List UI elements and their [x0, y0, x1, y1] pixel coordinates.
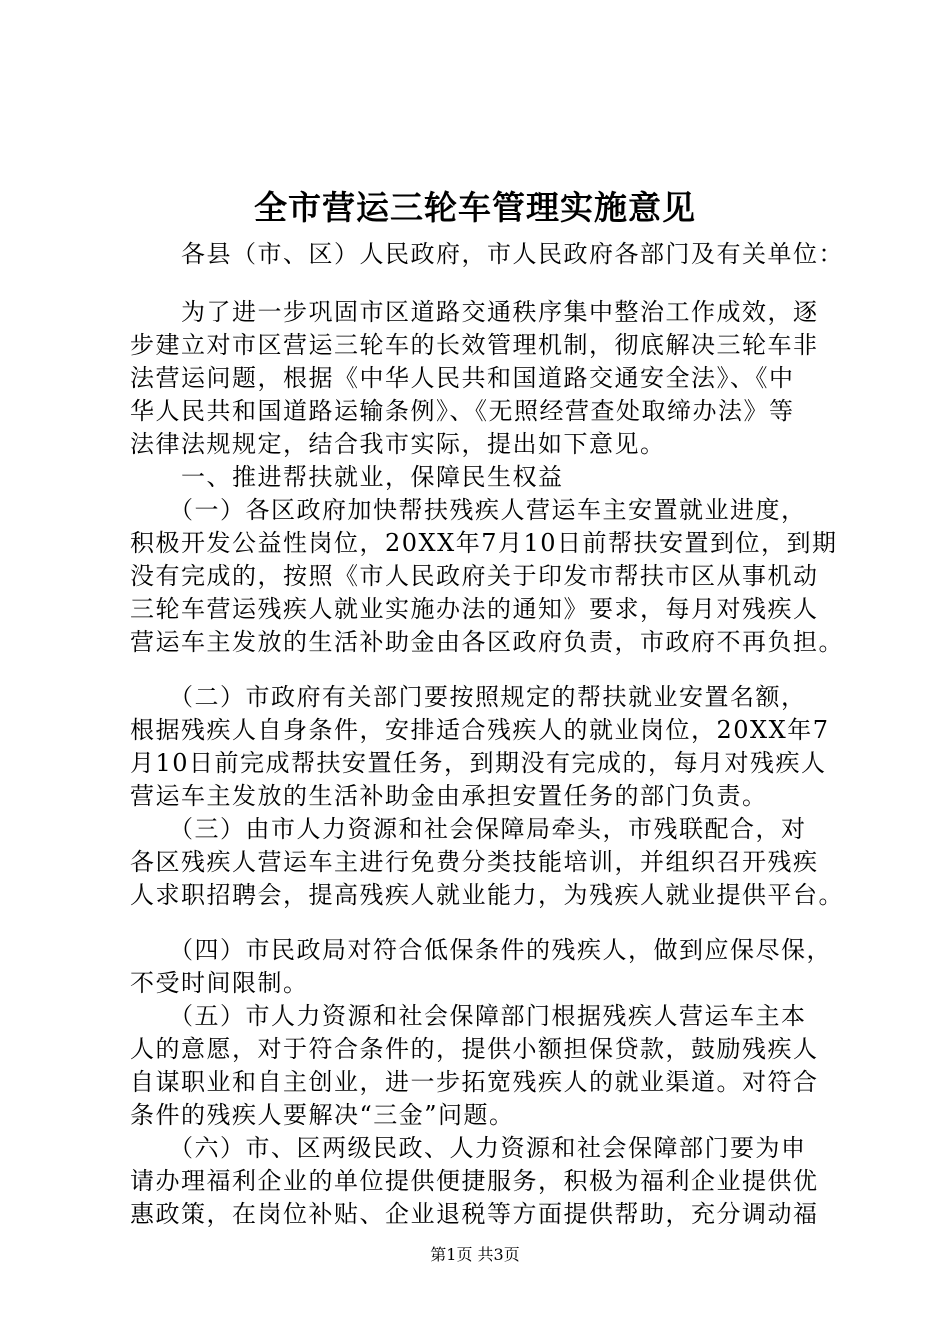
body-line: 没有完成的，按照《市人民政府关于印发市帮扶市区从事机动	[130, 562, 819, 590]
body-line: 自谋职业和自主创业，进一步拓宽残疾人的就业渠道。对符合	[130, 1068, 819, 1096]
body-line: 积极开发公益性岗位，20XX年7月10日前帮扶安置到位，到期	[130, 529, 838, 557]
body-line: （五）市人力资源和社会保障部门根据残疾人营运车主本	[130, 1002, 807, 1030]
body-line: （一）各区政府加快帮扶残疾人营运车主安置就业进度，	[130, 496, 807, 524]
body-line: 惠政策，在岗位补贴、企业退税等方面提供帮助，充分调动福	[130, 1200, 819, 1228]
body-line: 条件的残疾人要解决“三金”问题。	[130, 1101, 515, 1129]
salutation-line: 各县（市、区）人民政府，市人民政府各部门及有关单位：	[130, 240, 844, 268]
body-line: 不受时间限制。	[130, 969, 309, 997]
body-line: （三）由市人力资源和社会保障局牵头，市残联配合，对	[130, 815, 807, 843]
body-line: （六）市、区两级民政、人力资源和社会保障部门要为申	[130, 1134, 807, 1162]
body-line: 为了进一步巩固市区道路交通秩序集中整治工作成效，逐	[130, 298, 819, 326]
body-line: 人的意愿，对于符合条件的，提供小额担保贷款，鼓励残疾人	[130, 1035, 819, 1063]
body-line: 法营运问题，根据《中华人民共和国道路交通安全法》、《中	[130, 364, 795, 392]
body-line: 各区残疾人营运车主进行免费分类技能培训，并组织召开残疾	[130, 848, 819, 876]
body-line: 月10日前完成帮扶安置任务，到期没有完成的，每月对残疾人	[130, 749, 827, 777]
body-line: 人求职招聘会，提高残疾人就业能力，为残疾人就业提供平台。	[130, 881, 844, 909]
body-line: 法律法规规定，结合我市实际，提出如下意见。	[130, 430, 666, 458]
body-line: 营运车主发放的生活补助金由各区政府负责，市政府不再负担。	[130, 628, 844, 656]
document-title: 全市营运三轮车管理实施意见	[254, 188, 696, 227]
section-heading: 一、推进帮扶就业，保障民生权益	[130, 463, 564, 491]
body-line: 华人民共和国道路运输条例》、《无照经营查处取缔办法》等	[130, 397, 795, 425]
body-line: 营运车主发放的生活补助金由承担安置任务的部门负责。	[130, 782, 768, 810]
body-line: 请办理福利企业的单位提供便捷服务，积极为福利企业提供优	[130, 1167, 819, 1195]
body-line: （四）市民政局对符合低保条件的残疾人，做到应保尽保，	[130, 936, 832, 964]
body-line: 步建立对市区营运三轮车的长效管理机制，彻底解决三轮车非	[130, 331, 819, 359]
body-line: 根据残疾人自身条件，安排适合残疾人的就业岗位，20XX年7	[130, 716, 830, 744]
body-line: 三轮车营运残疾人就业实施办法的通知》要求，每月对残疾人	[130, 595, 819, 623]
body-line: （二）市政府有关部门要按照规定的帮扶就业安置名额，	[130, 683, 807, 711]
page-footer: 第1页 共3页	[430, 1245, 520, 1264]
